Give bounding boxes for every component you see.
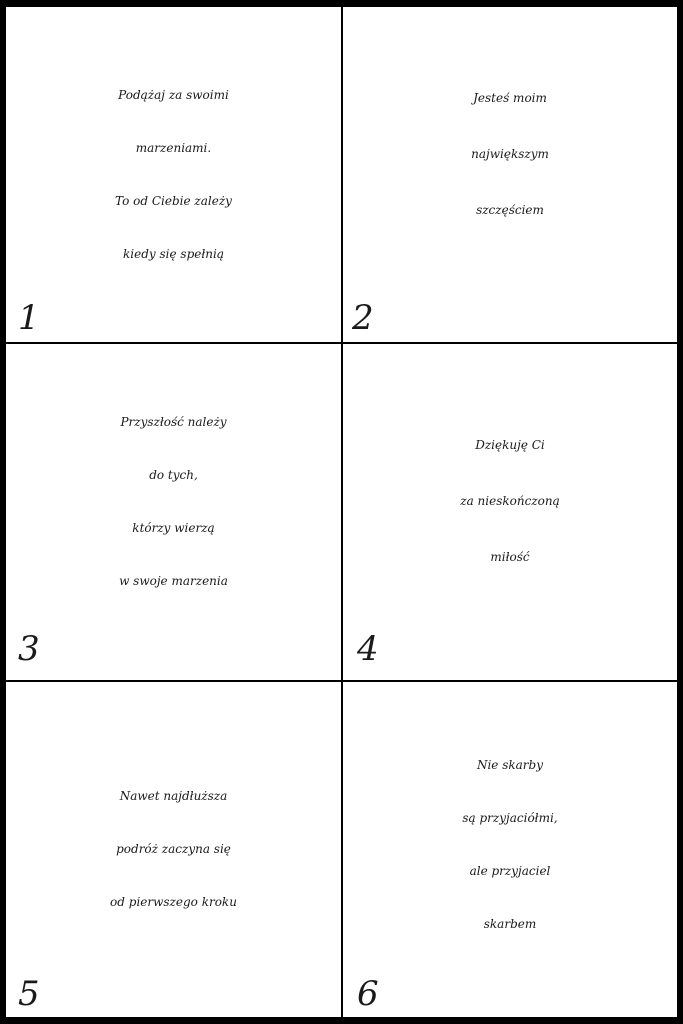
quote-line: podróż zaczyna się xyxy=(116,842,231,856)
quote-line: Jesteś moim xyxy=(473,91,547,105)
quote-text xyxy=(343,739,677,951)
quote-text xyxy=(6,69,341,281)
quote-line: od pierwszego kroku xyxy=(110,895,237,909)
quote-line: skarbem xyxy=(483,917,537,931)
quote-card-3 xyxy=(0,343,342,681)
quote-line: Nawet najdłuższa xyxy=(119,789,228,803)
quote-text xyxy=(6,396,341,608)
quote-line: do tych, xyxy=(149,468,198,482)
card-number: 5 xyxy=(18,974,40,1014)
quote-line: Przyszłość należy xyxy=(120,415,227,429)
quote-card-1 xyxy=(0,0,342,343)
card-number: 6 xyxy=(357,974,379,1014)
quote-line: są przyjaciółmi, xyxy=(462,811,558,825)
quote-line: ale przyjaciel xyxy=(469,864,551,878)
quote-card-6 xyxy=(342,681,683,1024)
quote-line: Nie skarby xyxy=(476,758,544,772)
quote-line: Podążaj za swoimi xyxy=(118,88,229,102)
quote-text xyxy=(343,70,677,238)
quote-line: marzeniami. xyxy=(135,141,212,155)
card-number: 4 xyxy=(357,629,379,669)
quote-line: w swoje marzenia xyxy=(119,574,228,588)
quote-line: kiedy się spełnią xyxy=(123,247,224,261)
quote-line: największym xyxy=(471,147,549,161)
quote-line: Dziękuję Ci xyxy=(475,438,545,452)
card-number: 3 xyxy=(18,629,40,669)
quote-text xyxy=(343,417,677,585)
quote-line: miłość xyxy=(490,550,530,564)
card-number: 1 xyxy=(18,298,40,338)
quote-line: za nieskończoną xyxy=(460,494,560,508)
quote-line: To od Ciebie zależy xyxy=(115,194,232,208)
quote-card-5 xyxy=(0,681,342,1024)
quote-line: szczęściem xyxy=(476,203,544,217)
quote-card-2 xyxy=(342,0,683,343)
quote-text xyxy=(6,770,341,929)
quote-line: którzy wierzą xyxy=(132,521,215,535)
quote-card-4 xyxy=(342,343,683,681)
card-number: 2 xyxy=(352,298,374,338)
